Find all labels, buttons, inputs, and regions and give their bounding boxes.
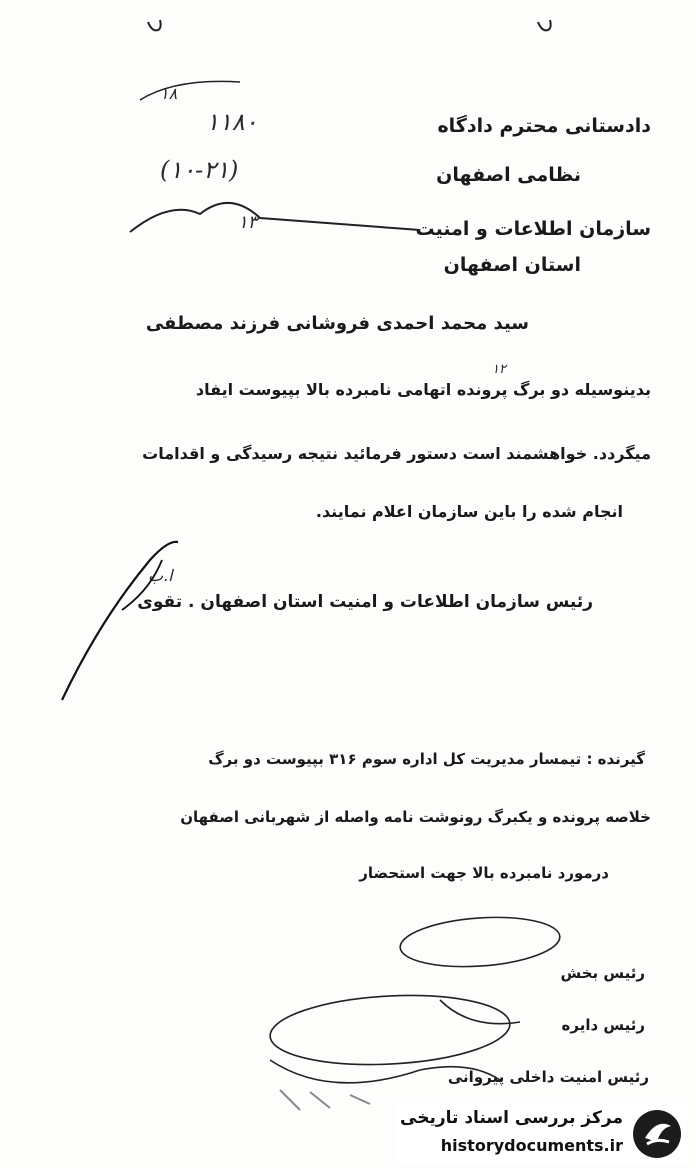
addressee-line-1: دادستانی محترم دادگاه	[437, 115, 651, 137]
body-insert-number: ۱۲	[492, 362, 506, 377]
footer-sign-line-1: رئیس بخش	[560, 964, 645, 982]
addressee-line-3: سازمان اطلاعات و امنیت	[415, 218, 651, 240]
signature-title: رئیس سازمان اطلاعات و امنیت استان اصفهان . تقوی	[137, 592, 593, 612]
body-line-1: بدینوسیله دو برگ پرونده اتهامی نامبرده بالا بپیوست ایفاد	[195, 380, 651, 399]
body-line-2: میگردد. خواهشمند است دستور فرمائید نتیجه رسیدگی و اقدامات	[142, 444, 651, 463]
footer-sign-line-3: رئیس امنیت داخلی پیروانی	[447, 1068, 649, 1086]
addressee-line-4: استان اصفهان	[443, 254, 581, 276]
archive-logo-icon	[631, 1108, 683, 1160]
signature-initials: ا.ب	[148, 566, 173, 585]
watermark-url[interactable]: historydocuments.ir	[440, 1136, 623, 1155]
handwritten-number-4: ۱۳	[238, 212, 258, 233]
handwritten-number-1: ۱۸	[160, 84, 178, 103]
recipients-line-2: خلاصه پرونده و یکبرگ رونوشت نامه واصله از شهربانی اصفهان	[180, 808, 651, 826]
body-line-3: انجام شده را باین سازمان اعلام نمایند.	[315, 502, 623, 521]
subject-line: سید محمد احمدی فروشانی فرزند مصطفی	[145, 313, 529, 334]
footer-sign-line-2: رئیس دایره	[561, 1016, 645, 1034]
punch-mark-right	[536, 18, 556, 34]
watermark	[397, 1102, 687, 1164]
recipients-line-1: گیرنده : تیمسار مدیریت کل اداره سوم ۳۱۶ بپیوست دو برگ	[208, 750, 645, 768]
handwritten-number-3: (۱۰-۲۱)	[160, 156, 239, 184]
punch-mark-left	[146, 18, 166, 34]
recipients-line-3: درمورد نامبرده بالا جهت استحضار	[359, 864, 609, 882]
addressee-line-2: نظامی اصفهان	[436, 164, 581, 186]
handwritten-number-2: ۱۱۸۰	[206, 108, 258, 136]
watermark-title: مرکز بررسی اسناد تاریخی	[400, 1108, 623, 1128]
